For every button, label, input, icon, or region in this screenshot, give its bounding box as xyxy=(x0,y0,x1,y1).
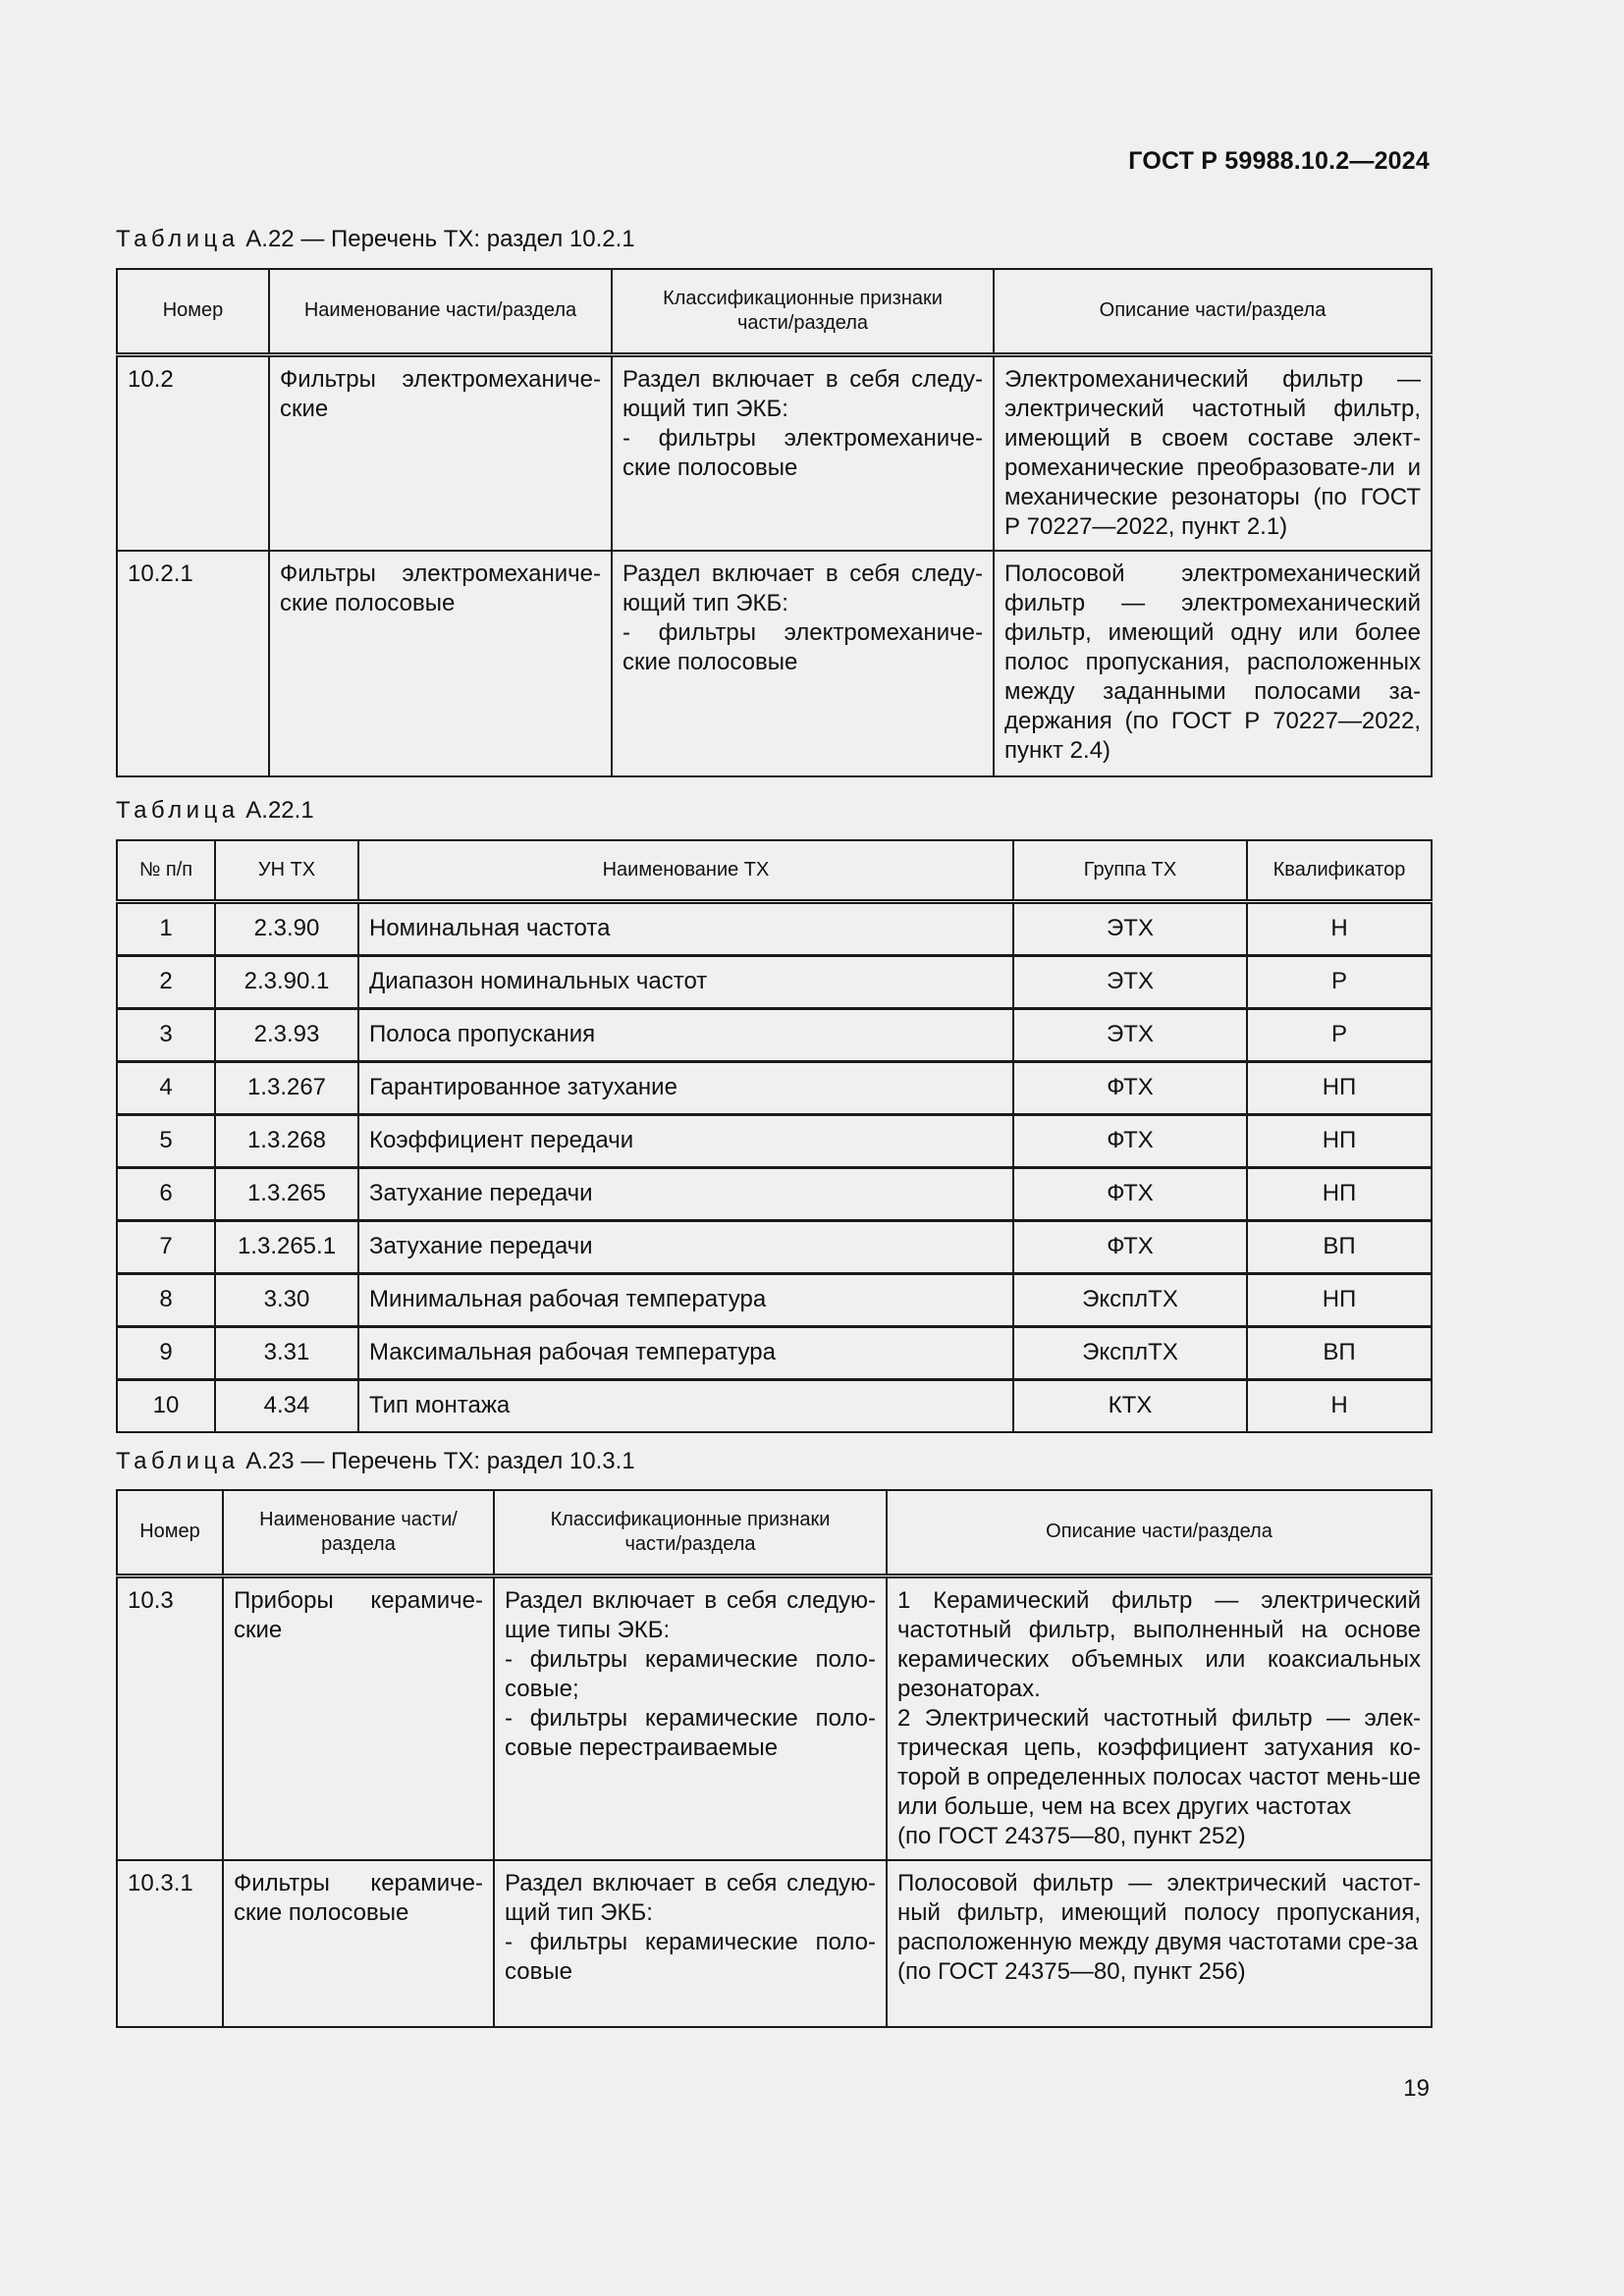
cell-code: 4.34 xyxy=(215,1379,358,1432)
cell-index: 2 xyxy=(117,955,215,1008)
cell-class: Раздел включает в себя следу-ющий тип ЭКБ: - фильтры электромеханиче-ские полосовые xyxy=(612,551,994,776)
cell-desc: Полосовой электромеханический фильтр — электромеханический фильтр, имеющий одну или более полос пропускания, расположенных между заданными полосами за-держания (по ГОСТ Р 70227—2022, пункт 2.4) xyxy=(994,551,1432,776)
table-row xyxy=(117,1379,1432,1432)
table-row xyxy=(117,1061,1432,1114)
cell-group: ЭксплТХ xyxy=(1013,1273,1247,1326)
cell-qualifier: Р xyxy=(1247,1008,1432,1061)
cell-tx-name: Коэффициент передачи xyxy=(358,1114,1013,1167)
cell-number: 10.3.1 xyxy=(117,1860,223,2027)
cell-name: Фильтры керамиче-ские полосовые xyxy=(223,1860,494,2027)
table-row xyxy=(117,1575,1432,1860)
cell-group: ЭТХ xyxy=(1013,901,1247,955)
cell-index: 10 xyxy=(117,1379,215,1432)
cell-desc: Электромеханический фильтр — электрический частотный фильтр, имеющий в своем составе элект-ромеханические преобразовате-ли и механические резонаторы (по ГОСТ Р 70227—2022, пункт 2.1) xyxy=(994,354,1432,551)
column-header-class: Классификационные признаки части/раздела xyxy=(494,1490,887,1575)
cell-tx-name: Максимальная рабочая температура xyxy=(358,1326,1013,1379)
table-a22 xyxy=(116,268,1433,777)
cell-name: Фильтры электромеханиче-ские полосовые xyxy=(269,551,612,776)
cell-class: Раздел включает в себя следу-ющий тип ЭКБ: - фильтры электромеханиче-ские полосовые xyxy=(612,354,994,551)
column-header-number: Номер xyxy=(117,1490,223,1575)
cell-group: ЭТХ xyxy=(1013,955,1247,1008)
cell-class: Раздел включает в себя следую-щие типы ЭКБ: - фильтры керамические поло-совые; - фильтры керамические поло-совые перестраиваемые xyxy=(494,1575,887,1860)
cell-qualifier: НП xyxy=(1247,1167,1432,1220)
cell-group: ФТХ xyxy=(1013,1061,1247,1114)
column-header-index: № п/п xyxy=(117,840,215,901)
table-row xyxy=(117,1860,1432,2027)
cell-code: 3.30 xyxy=(215,1273,358,1326)
column-header-group: Группа ТХ xyxy=(1013,840,1247,901)
cell-index: 7 xyxy=(117,1220,215,1273)
cell-index: 5 xyxy=(117,1114,215,1167)
cell-qualifier: НП xyxy=(1247,1273,1432,1326)
column-header-qualifier: Квалификатор xyxy=(1247,840,1432,901)
column-header-code: УН ТХ xyxy=(215,840,358,901)
cell-number: 10.2.1 xyxy=(117,551,269,776)
cell-desc: Полосовой фильтр — электрический частот-ный фильтр, имеющий полосу пропускания, расположенную между двумя частотами сре-за (по ГОСТ 24375—80, пункт 256) xyxy=(887,1860,1432,2027)
table-row xyxy=(117,1273,1432,1326)
cell-qualifier: Н xyxy=(1247,1379,1432,1432)
table-row xyxy=(117,1114,1432,1167)
column-header-number: Номер xyxy=(117,269,269,354)
cell-code: 1.3.267 xyxy=(215,1061,358,1114)
table-row xyxy=(117,354,1432,551)
cell-qualifier: ВП xyxy=(1247,1326,1432,1379)
cell-code: 1.3.265.1 xyxy=(215,1220,358,1273)
cell-group: ФТХ xyxy=(1013,1114,1247,1167)
caption-prefix: Таблица xyxy=(116,797,240,824)
cell-code: 2.3.90.1 xyxy=(215,955,358,1008)
cell-qualifier: Р xyxy=(1247,955,1432,1008)
table-a22-1-caption xyxy=(116,797,314,825)
table-a23 xyxy=(116,1489,1433,2028)
cell-qualifier: НП xyxy=(1247,1061,1432,1114)
cell-index: 9 xyxy=(117,1326,215,1379)
table-row xyxy=(117,1008,1432,1061)
cell-index: 8 xyxy=(117,1273,215,1326)
cell-code: 2.3.93 xyxy=(215,1008,358,1061)
cell-number: 10.2 xyxy=(117,354,269,551)
column-header-desc: Описание части/раздела xyxy=(887,1490,1432,1575)
cell-qualifier: Н xyxy=(1247,901,1432,955)
cell-tx-name: Тип монтажа xyxy=(358,1379,1013,1432)
cell-tx-name: Полоса пропускания xyxy=(358,1008,1013,1061)
cell-qualifier: НП xyxy=(1247,1114,1432,1167)
table-row xyxy=(117,1220,1432,1273)
cell-tx-name: Номинальная частота xyxy=(358,901,1013,955)
column-header-tx-name: Наименование ТХ xyxy=(358,840,1013,901)
table-a22-1 xyxy=(116,839,1433,1433)
table-a22-caption xyxy=(116,226,635,253)
cell-qualifier: ВП xyxy=(1247,1220,1432,1273)
cell-number: 10.3 xyxy=(117,1575,223,1860)
cell-group: ЭТХ xyxy=(1013,1008,1247,1061)
caption-prefix: Таблица xyxy=(116,226,240,252)
caption-text: А.22.1 xyxy=(245,797,314,824)
cell-desc: 1 Керамический фильтр — электрический частотный фильтр, выполненный на основе керамических объемных или коаксиальных резонаторах. 2 Электрический частотный фильтр — элек-трическая цепь, коэффициент затухания ко-торой в определенных полосах частот мень-ше или больше, чем на всех других частотах (по ГОСТ 24375—80, пункт 252) xyxy=(887,1575,1432,1860)
cell-name: Фильтры электромеханиче-ские xyxy=(269,354,612,551)
column-header-name: Наименование части/раздела xyxy=(269,269,612,354)
cell-tx-name: Минимальная рабочая температура xyxy=(358,1273,1013,1326)
caption-prefix: Таблица xyxy=(116,1448,240,1474)
table-row xyxy=(117,955,1432,1008)
document-id: ГОСТ Р 59988.10.2—2024 xyxy=(1128,147,1430,175)
caption-text: А.23 — Перечень ТХ: раздел 10.3.1 xyxy=(245,1448,635,1474)
cell-tx-name: Затухание передачи xyxy=(358,1220,1013,1273)
table-row xyxy=(117,901,1432,955)
cell-tx-name: Диапазон номинальных частот xyxy=(358,955,1013,1008)
caption-text: А.22 — Перечень ТХ: раздел 10.2.1 xyxy=(245,226,635,252)
table-row xyxy=(117,1326,1432,1379)
table-row xyxy=(117,551,1432,776)
cell-tx-name: Затухание передачи xyxy=(358,1167,1013,1220)
cell-code: 2.3.90 xyxy=(215,901,358,955)
cell-index: 3 xyxy=(117,1008,215,1061)
column-header-name: Наименование части/ раздела xyxy=(223,1490,494,1575)
cell-name: Приборы керамиче-ские xyxy=(223,1575,494,1860)
table-row xyxy=(117,1167,1432,1220)
page-number: 19 xyxy=(1403,2075,1430,2102)
cell-index: 4 xyxy=(117,1061,215,1114)
cell-code: 1.3.265 xyxy=(215,1167,358,1220)
cell-group: ФТХ xyxy=(1013,1220,1247,1273)
cell-code: 3.31 xyxy=(215,1326,358,1379)
table-a23-caption xyxy=(116,1448,635,1475)
column-header-class: Классификационные признаки части/раздела xyxy=(612,269,994,354)
cell-tx-name: Гарантированное затухание xyxy=(358,1061,1013,1114)
cell-class: Раздел включает в себя следую-щий тип ЭКБ: - фильтры керамические поло-совые xyxy=(494,1860,887,2027)
column-header-desc: Описание части/раздела xyxy=(994,269,1432,354)
cell-index: 6 xyxy=(117,1167,215,1220)
cell-index: 1 xyxy=(117,901,215,955)
cell-code: 1.3.268 xyxy=(215,1114,358,1167)
cell-group: ФТХ xyxy=(1013,1167,1247,1220)
cell-group: ЭксплТХ xyxy=(1013,1326,1247,1379)
cell-group: КТХ xyxy=(1013,1379,1247,1432)
